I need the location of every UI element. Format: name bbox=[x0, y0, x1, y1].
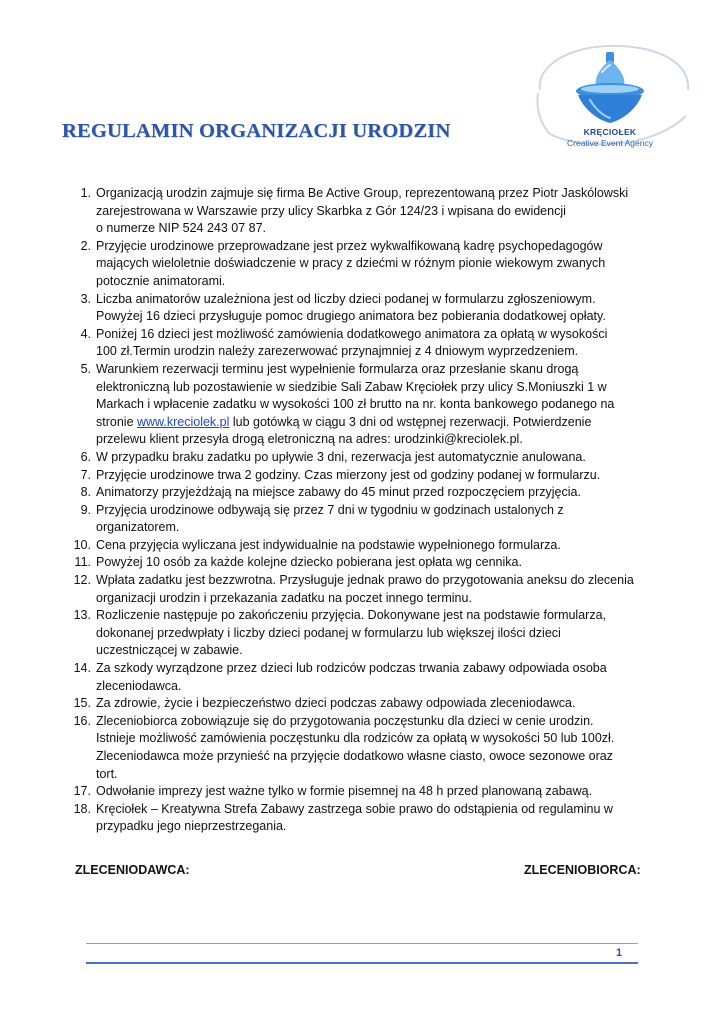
rule-line: W przypadku braku zadatku po upływie 3 dni, rezerwacja jest automatycznie anulowana. bbox=[96, 449, 586, 464]
rule-item bbox=[66, 326, 652, 361]
rule-number: 9. bbox=[80, 502, 91, 517]
rule-line: Powyżej 16 dzieci przysługuje pomoc drugiego animatora bez pobierania dodatkowej opłaty. bbox=[96, 309, 606, 324]
rule-line: Organizacją urodzin zajmuje się firma Be Active Group, reprezentowaną przez Piotr Jaskólowski bbox=[96, 186, 629, 200]
rule-line: Zleceniodawca może przynieść na przyjęcie dodatkowo własne ciasto, owoce sezonowe oraz bbox=[96, 749, 613, 763]
rule-number: 11. bbox=[74, 555, 91, 570]
rule-number: 17. bbox=[73, 784, 91, 799]
rule-line: Odwołanie imprezy jest ważne tylko w formie pisemnej na 48 h przed planowaną zabawą. bbox=[96, 784, 593, 799]
rule-line: potocznie animatorami. bbox=[96, 273, 226, 288]
rule-number: 12. bbox=[73, 573, 91, 588]
rule-line: zarejestrowana w Warszawie przy ulicy Skarbka z Gór 124/23 i wpisana do ewidencji bbox=[96, 203, 566, 218]
rule-line: elektroniczną lub pozostawienie w siedzibie Sali Zabaw Kręciołek przy ulicy S.Moniuszki 1 w bbox=[96, 379, 607, 394]
footer-rule-top bbox=[86, 943, 638, 944]
signature-label-client: ZLECENIODAWCA: bbox=[75, 863, 190, 877]
rule-line: przypadku jego nieprzestrzegania. bbox=[96, 819, 287, 834]
rule-line: uczestniczącej w zabawie. bbox=[96, 643, 243, 658]
rule-item bbox=[66, 660, 652, 695]
rule-item bbox=[66, 185, 652, 238]
rule-number: 4. bbox=[80, 326, 91, 341]
rule-number: 14. bbox=[73, 661, 91, 676]
website-link[interactable]: www.kreciolek.pl bbox=[137, 414, 230, 429]
rule-number: 7. bbox=[80, 467, 91, 482]
rule-line bbox=[96, 414, 652, 432]
rule-line: Markach i wpłacenie zadatku w wysokości 100 zł brutto na nr. konta bankowego podanego na bbox=[96, 397, 615, 412]
rule-item bbox=[66, 361, 652, 449]
rule-line: Za zdrowie, życie i bezpieczeństwo dzieci podczas zabawy odpowiada zleceniodawca. bbox=[96, 696, 576, 711]
rule-item bbox=[66, 783, 652, 801]
rule-line: Liczba animatorów uzależniona jest od liczby dzieci podanej w formularzu zgłoszeniowym. bbox=[96, 291, 596, 306]
signature-label-contractor: ZLECENIOBIORCA: bbox=[524, 863, 641, 877]
rule-item bbox=[66, 291, 652, 326]
rule-number: 16. bbox=[73, 713, 91, 728]
rule-number: 18. bbox=[73, 801, 91, 816]
link-prefix: stronie bbox=[96, 414, 137, 429]
rule-number: 13. bbox=[73, 608, 91, 623]
link-suffix: lub gotówką w ciągu 3 dni od wstępnej rezerwacji. Potwierdzenie bbox=[229, 414, 592, 429]
rule-item bbox=[66, 484, 652, 502]
rule-line: Przyjęcie urodzinowe trwa 2 godziny. Czas mierzony jest od godziny podanej w formularzu. bbox=[96, 467, 601, 482]
rule-line: przelewu klient przesyła drogą eletroniczną na adres: urodzinki@kreciolek.pl. bbox=[96, 432, 523, 447]
rule-line: Istnieje możliwość zamówienia poczęstunku dla rodziców za opłatą w wysokości 50 lub 100zł. bbox=[96, 731, 615, 746]
rule-item bbox=[66, 537, 652, 555]
rule-line: Kręciołek – Kreatywna Strefa Zabawy zastrzega sobie prawo do odstąpienia od regulaminu w bbox=[96, 801, 613, 816]
rule-line: organizacji urodzin i przekazania zadatku na poczet innego terminu. bbox=[96, 590, 472, 605]
rule-number: 8. bbox=[80, 485, 91, 500]
rule-line: Przyjęcia urodzinowe odbywają się przez 7 dni w tygodniu w godzinach ustalonych z bbox=[96, 502, 564, 517]
page-title: REGULAMIN ORGANIZACJI URODZIN bbox=[62, 120, 451, 142]
rule-line: Powyżej 10 osób za każde kolejne dziecko pobierana jest opłata wg cennika. bbox=[96, 555, 522, 570]
rule-line: organizatorem. bbox=[96, 520, 180, 535]
rule-line: dokonanej przedwpłaty i liczby dzieci podanej w formularzu lub większej ilości dzieci bbox=[96, 625, 561, 640]
page-number: 1 bbox=[616, 947, 623, 959]
rule-number: 3. bbox=[80, 291, 91, 306]
rule-line: o numerze NIP 524 243 07 87. bbox=[96, 221, 267, 236]
rules-list bbox=[66, 185, 652, 836]
rule-line: Za szkody wyrządzone przez dzieci lub rodziców podczas trwania zabawy odpowiada osoba bbox=[96, 661, 607, 676]
rule-number: 2. bbox=[80, 238, 91, 253]
rule-item bbox=[66, 554, 652, 572]
rule-line: Cena przyjęcia wyliczana jest indywidualnie na podstawie wypełnionego formularza. bbox=[96, 537, 561, 552]
rule-number: 5. bbox=[80, 361, 91, 376]
rule-line: Rozliczenie następuje po zakończeniu przyjęcia. Dokonywane jest na podstawie formularza, bbox=[96, 608, 606, 623]
rule-item bbox=[66, 572, 652, 607]
rule-line: 100 zł.Termin urodzin należy zarezerwować przynajmniej z 4 dniowym wyprzedzeniem. bbox=[96, 344, 579, 359]
footer-rule-bottom bbox=[86, 962, 638, 964]
logo-tagline: Creative Event Agency bbox=[567, 138, 653, 148]
logo-brand: KRĘCIOŁEK bbox=[583, 127, 637, 137]
rule-line: mających wieloletnie doświadczenie w pracy z dziećmi w różnym pionie wiekowym zwanych bbox=[96, 256, 606, 271]
rule-line: tort. bbox=[96, 766, 118, 781]
rule-line: Animatorzy przyjeżdżają na miejsce zabawy do 45 minut przed rozpoczęciem przyjęcia. bbox=[96, 485, 581, 500]
rule-number: 1. bbox=[80, 186, 91, 200]
rule-item bbox=[66, 449, 652, 467]
rule-line: Przyjęcie urodzinowe przeprowadzane jest przez wykwalfikowaną kadrę psychopedagogów bbox=[96, 238, 603, 253]
rule-item bbox=[66, 695, 652, 713]
rule-line: zleceniodawca. bbox=[96, 678, 182, 693]
rule-item bbox=[66, 467, 652, 485]
company-logo bbox=[520, 38, 700, 148]
rule-item bbox=[66, 713, 652, 783]
rule-item bbox=[66, 607, 652, 660]
rule-number: 15. bbox=[73, 696, 91, 711]
rule-line: Warunkiem rezerwacji terminu jest wypełnienie formularza oraz przesłanie skanu drogą bbox=[96, 361, 579, 376]
rule-number: 10. bbox=[73, 537, 91, 552]
rule-item bbox=[66, 238, 652, 291]
rule-line: Poniżej 16 dzieci jest możliwość zamówienia dodatkowego animatora za opłatą w wysokości bbox=[96, 326, 608, 341]
rule-item bbox=[66, 502, 652, 537]
rule-line: Wpłata zadatku jest bezzwrotna. Przysługuje jednak prawo do przygotowania aneksu do zlecenia bbox=[96, 573, 634, 588]
rule-number: 6. bbox=[80, 449, 91, 464]
rule-item bbox=[66, 801, 652, 836]
rule-line: Zleceniobiorca zobowiązuje się do przygotowania poczęstunku dla dzieci w cenie urodzin. bbox=[96, 713, 594, 728]
